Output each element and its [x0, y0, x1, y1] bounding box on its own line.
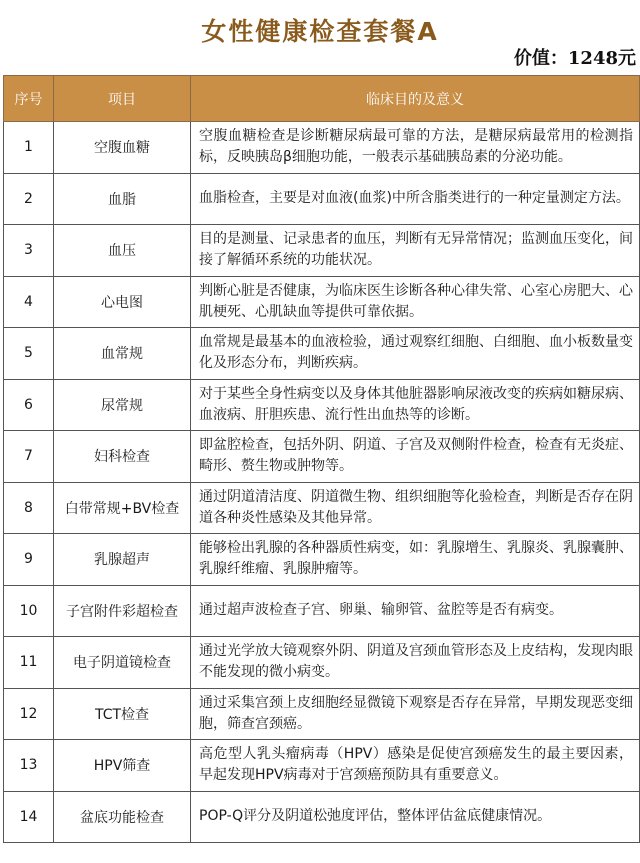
table-row	[4, 482, 640, 534]
row-desc: 通过超声波检查子宫、卵巢、输卵管、盆腔等是否有病变。	[191, 585, 640, 637]
row-desc: 能够检出乳腺的各种器质性病变，如：乳腺增生、乳腺炎、乳腺囊肿、乳腺纤维瘤、乳腺肿瘤等。	[191, 534, 640, 586]
row-desc: 通过光学放大镜观察外阴、阴道及宫颈血管形态及上皮结构，发现肉眼不能发现的微小病变。	[191, 637, 640, 689]
table-row	[4, 379, 640, 431]
checkup-table	[3, 75, 640, 843]
page-title: 女性健康检查套餐A	[201, 17, 439, 46]
row-item: 血脂	[54, 173, 191, 225]
row-item: 血常规	[54, 328, 191, 380]
header-seq: 序号	[4, 76, 54, 122]
row-seq: 13	[4, 740, 54, 792]
row-item: 子宫附件彩超检查	[54, 585, 191, 637]
row-seq: 4	[4, 276, 54, 328]
row-item: 妇科检查	[54, 431, 191, 483]
header-purpose: 临床目的及意义	[191, 76, 640, 122]
row-item: HPV筛查	[54, 740, 191, 792]
table-row	[4, 431, 640, 483]
table-row	[4, 328, 640, 380]
row-desc: 血常规是最基本的血液检验，通过观察红细胞、白细胞、血小板数量变化及形态分布，判断疾病。	[191, 328, 640, 380]
row-desc: 通过阴道清洁度、阴道微生物、组织细胞等化验检查，判断是否存在阴道各种炎性感染及其他异常。	[191, 482, 640, 534]
row-item: 血压	[54, 225, 191, 277]
table-row	[4, 534, 640, 586]
table-row	[4, 225, 640, 277]
table-row	[4, 740, 640, 792]
row-seq: 3	[4, 225, 54, 277]
row-desc: 空腹血糖检查是诊断糖尿病最可靠的方法，是糖尿病最常用的检测指标，反映胰岛β细胞功能，一般表示基础胰岛素的分泌功能。	[191, 122, 640, 174]
table-row	[4, 637, 640, 689]
row-item: TCT检查	[54, 688, 191, 740]
header-item: 项目	[54, 76, 191, 122]
row-desc: 高危型人乳头瘤病毒（HPV）感染是促使宫颈癌发生的最主要因素，早起发现HPV病毒对于宫颈癌预防具有重要意义。	[191, 740, 640, 792]
table-row	[4, 791, 640, 843]
row-desc: 即盆腔检查，包括外阴、阴道、子宫及双侧附件检查，检查有无炎症、畸形、赘生物或肿物等。	[191, 431, 640, 483]
table-row	[4, 276, 640, 328]
row-desc: 目的是测量、记录患者的血压，判断有无异常情况；监测血压变化，间接了解循环系统的功能状况。	[191, 225, 640, 277]
row-seq: 14	[4, 791, 54, 843]
row-seq: 1	[4, 122, 54, 174]
price-label: 价值：1248元	[513, 48, 636, 69]
row-seq: 9	[4, 534, 54, 586]
row-seq: 7	[4, 431, 54, 483]
row-seq: 10	[4, 585, 54, 637]
row-desc: 通过采集宫颈上皮细胞经显微镜下观察是否存在异常，早期发现恶变细胞，筛查宫颈癌。	[191, 688, 640, 740]
table-row	[4, 122, 640, 174]
row-desc: 血脂检查，主要是对血液(血浆)中所含脂类进行的一种定量测定方法。	[191, 173, 640, 225]
row-desc: 对于某些全身性病变以及身体其他脏器影响尿液改变的疾病如糖尿病、血液病、肝胆疾患、流行性出血热等的诊断。	[191, 379, 640, 431]
row-item: 电子阴道镜检查	[54, 637, 191, 689]
row-seq: 6	[4, 379, 54, 431]
table-row	[4, 688, 640, 740]
table-row	[4, 585, 640, 637]
row-seq: 2	[4, 173, 54, 225]
row-item: 空腹血糖	[54, 122, 191, 174]
table-header-row	[4, 76, 640, 122]
row-item: 白带常规+BV检查	[54, 482, 191, 534]
row-seq: 5	[4, 328, 54, 380]
row-item: 乳腺超声	[54, 534, 191, 586]
row-seq: 11	[4, 637, 54, 689]
row-seq: 12	[4, 688, 54, 740]
row-desc: POP-Q评分及阴道松弛度评估，整体评估盆底健康情况。	[191, 791, 640, 843]
row-item: 盆底功能检查	[54, 791, 191, 843]
row-seq: 8	[4, 482, 54, 534]
row-item: 尿常规	[54, 379, 191, 431]
table-row	[4, 173, 640, 225]
row-desc: 判断心脏是否健康，为临床医生诊断各种心律失常、心室心房肥大、心肌梗死、心肌缺血等提供可靠依据。	[191, 276, 640, 328]
row-item: 心电图	[54, 276, 191, 328]
